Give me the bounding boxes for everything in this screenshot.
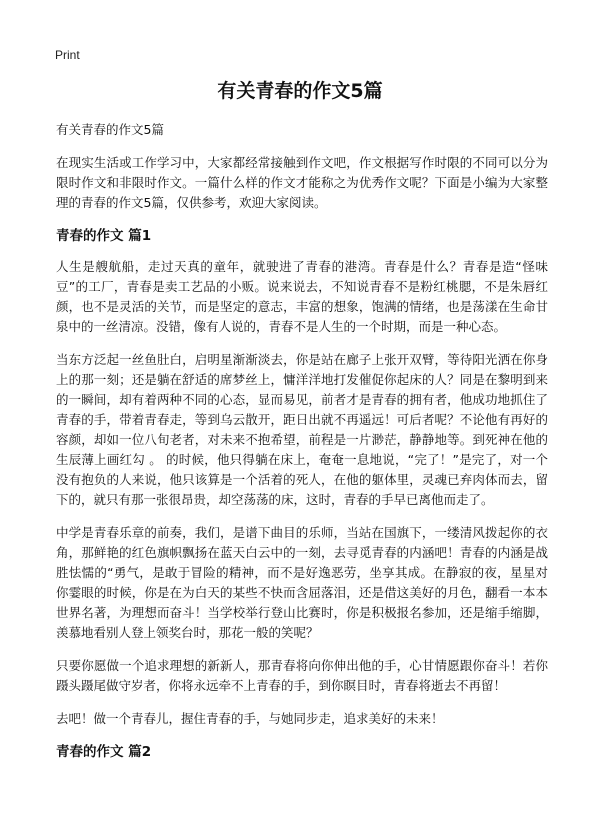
section-1-paragraph-2: 当东方泛起一丝鱼肚白，启明星渐渐淡去，你是站在廊子上张开双臂，等待阳光洒在你身上的那一刻；还是躺在舒适的席梦丝上，慵洋洋地打发催促你起床的人？同是在黎明到来的一瞬间，却有着两种不同的心态，显而易见，前者才是青春的拥有者，他成功地抓住了青春的手，带着青春走，等到乌云散开，距日出就不再遥远！可后者呢？不论他有再好的容颜，却如一位八旬老者，对未来不抱希望，前程是一片渺茫，静静地等。到死神在他的生辰薄上画红勾 。 的时候，他只得躺在床上，奄奄一息地说，“完了！”是完了，对一个没有抱负的人来说，他只该算是一个活着的死人，在他的躯体里，灵魂已弃肉体而去，留下的，就只有那一张很昂贵，却空荡荡的床，这时，青春的手早已离他而走了。 — [56, 352, 548, 507]
intro-paragraph: 在现实生活或工作学习中，大家都经常接触到作文吧，作文根据写作时限的不同可以分为限时作文和非限时作文。一篇什么样的作文才能称之为优秀作文呢？下面是小编为大家整理的青春的作文5篇，仅供参考，欢迎大家阅读。 — [56, 155, 548, 210]
print-link[interactable]: Print — [55, 48, 80, 62]
section-heading-1: 青春的作文 篇1 — [56, 228, 152, 244]
section-1-paragraph-1: 人生是艘航船，走过天真的童年，就驶进了青春的港湾。青春是什么？青春是造“怪味豆”的工厂，青春是卖工艺品的小贩。说来说去，不知说青春不是粉红桃腮，不是朱唇红颜，也不是灵活的关节，而是坚定的意志，丰富的想象，饱满的情绪，也是荡漾在生命甘泉中的一丝清凉。没错，像有人说的，青春不是人生的一个时期，而是一种心态。 — [56, 259, 548, 334]
document-title: 有关青春的作文5篇 — [217, 80, 383, 102]
section-1-paragraph-5: 去吧！做一个青春儿，握住青春的手，与她同步走，追求美好的未来！ — [56, 711, 444, 726]
section-heading-2: 青春的作文 篇2 — [56, 744, 152, 760]
section-1-paragraph-4: 只要你愿做一个追求理想的新新人，那青春将向你伸出他的手，心甘情愿跟你奋斗！若你蹑头蹑尾做守岁者，你将永远牵不上青春的手，到你瞑目时，青春将逝去不再留！ — [56, 658, 548, 693]
section-1-paragraph-3: 中学是青春乐章的前奏，我们，是谱下曲目的乐师，当站在国旗下，一缕清风拨起你的衣角，那鲜艳的红色旗帜飘扬在蓝天白云中的一刻，去寻觅青春的内涵吧！青春的内涵是战胜怯懦的“勇气，是敢于冒险的精神，而不是好逸恶劳，坐享其成。在静寂的夜，星星对你霎眼的时候，你是在为白天的某些不快而含屈落泪，还是借这美好的月色，翻看一本本世界名著，为理想而奋斗！当学校举行登山比赛时，你是积极报名参加，还是缩手缩脚，羡慕地看别人登上领奖台时，那花一般的笑呢？ — [56, 525, 548, 640]
document-content — [56, 120, 548, 773]
document-subtitle: 有关青春的作文5篇 — [56, 122, 164, 137]
